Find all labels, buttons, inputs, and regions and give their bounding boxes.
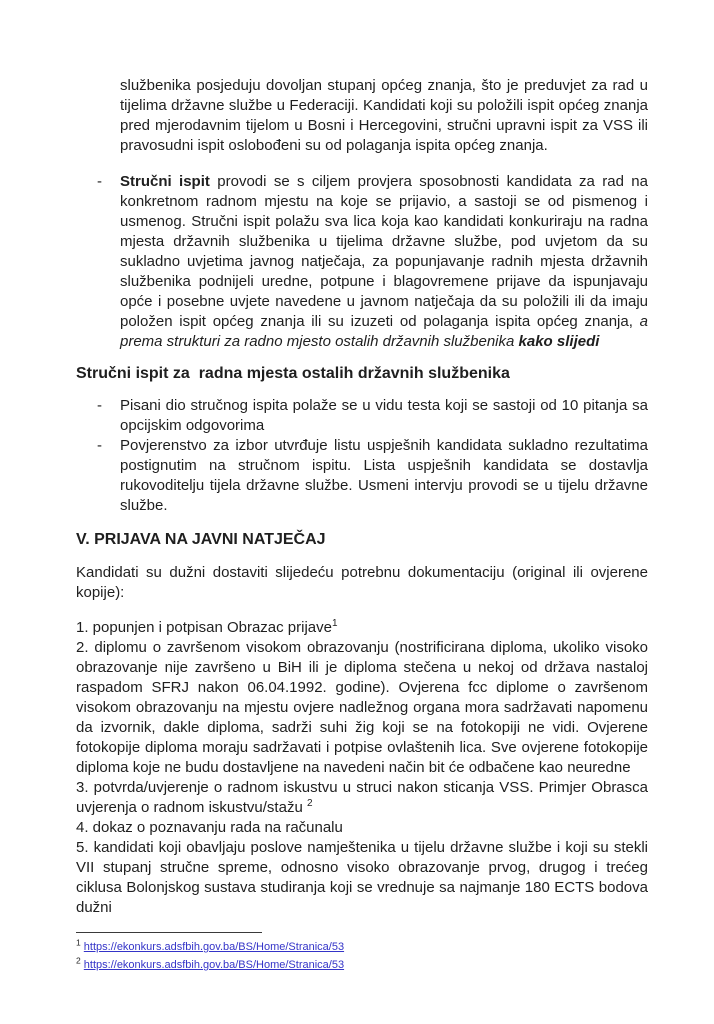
footnotes-section: [76, 932, 648, 974]
bullet-pisani-dio: [76, 396, 648, 436]
bullet-povjerenstvo-text: Povjerenstvo za izbor utvrđuje listu uspješnih kandidata sukladno rezultatima postignutim na stručnom ispitu. Lista uspješnih kandidata se dostavlja rukovoditelju tijela državne službe. Usmeni intervju provodi se u tijelu državne službe.: [120, 437, 648, 514]
footnote-link[interactable]: https://ekonkurs.adsfbih.gov.ba/BS/Home/Stranica/53: [83, 959, 345, 971]
bullet-pisani-dio-text: Pisani dio stručnog ispita polaže se u vidu testa koji se sastoji od 10 pitanja sa opcijskim odgovorima: [120, 397, 648, 434]
strucni-ispit-bullet: [76, 172, 648, 352]
bullet-povjerenstvo: [76, 436, 648, 516]
footnote-separator: [76, 932, 262, 933]
numbered-item-5: 5. kandidati koji obavljaju poslove namještenika u tijelu državne službe i koji su stekli VII stupanj stručne spreme, odnosno visoko obrazovanje prvog, drugog i trećeg ciklusa Bolonjskog sustava studiranja koji se vrednuje sa najmanje 180 ECTS bodova dužni: [76, 839, 648, 916]
section-heading-strucni-ispit: Stručni ispit za radna mjesta ostalih državnih službenika: [76, 365, 510, 382]
footnote-2: [76, 956, 648, 974]
footnote-link[interactable]: https://ekonkurs.adsfbih.gov.ba/BS/Home/Stranica/53: [83, 941, 345, 953]
numbered-item-4: 4. dokaz o poznavanju rada na računalu: [76, 819, 343, 836]
footnote-marker: 1: [76, 937, 81, 948]
numbered-item-3: 3. potvrda/uvjerenje o radnom iskustvu u struci nakon sticanja VSS. Primjer Obrasca uvjerenja o radnom iskustvu/stažu $^2$: [76, 779, 648, 816]
continuation-paragraph: službenika posjeduju dovoljan stupanj općeg znanja, što je preduvjet za rad u tijelima državne službe u Federaciji. Kandidati koji su položili ispit općeg znanja pred mjerodavnim tijelom u Bosni i Hercegovini, stručni upravni ispit za VSS ili pravosudni ispit oslobođeni su od polaganja ispita općeg znanja.: [120, 77, 648, 154]
bullet-marker: -: [97, 437, 102, 454]
footnote-marker: 2: [76, 955, 81, 966]
bullet-marker: -: [97, 173, 102, 190]
footnote-1: [76, 938, 648, 956]
numbered-item-1: 1. popunjen i potpisan Obrazac prijave$^1$: [76, 618, 338, 636]
section-heading-prijava: V. PRIJAVA NA JAVNI NATJEČAJ: [76, 531, 326, 548]
numbered-list: [76, 618, 648, 918]
prijava-intro-paragraph: Kandidati su dužni dostaviti slijedeću potrebnu dokumentaciju (original ili ovjerene kopije):: [76, 564, 648, 601]
bullet-marker: -: [97, 397, 102, 414]
numbered-item-2: 2. diplomu o završenom visokom obrazovanju (nostrificirana diploma, ukoliko visoko obrazovanje nije završeno u BiH ili je diploma stečena u nekoj od država nastaloj raspadom SFRJ nakon 06.04.1992. godine). Ovjerena fcc diplome o završenom visokom obrazovanju na mjestu ovjere nadležnog organa mora sadržavati napomenu da izvornik, dakle diploma, sadrži suhi žig koji se na fotokopiji ne vidi. Ovjerene fotokopije diploma moraju sadržavati i potpise ovlaštenih lica. Sve ovjerene fotokopije diploma koje ne budu dostavljene na navedeni način bit će odbačene kao neuredne: [76, 639, 648, 776]
strucni-ispit-bullet-text: Stručni ispit provodi se s ciljem provjera sposobnosti kandidata za rad na konkretnom radnom mjestu na koje se prijavio, a sastoji se od pismenog i usmenog. Stručni ispit polažu sva lica koja kao kandidati konkuriraju na radna mjesta državnih službenika u tijelima državne službe, pod uvjetom da su sukladno uvjetima javnog natječaja, za popunjavanje radnih mjesta državnih službenika podnijeli uredne, potpune i blagovremene prijave da ispunjavaju opće i posebne uvjete navedene u javnom natječaja da su položili ili da imaju položen ispit općeg znanja ili su izuzeti od polaganja ispita općeg znanja, a prema strukturi za radno mjesto ostalih državnih službenika kako slijedi: [120, 173, 648, 350]
